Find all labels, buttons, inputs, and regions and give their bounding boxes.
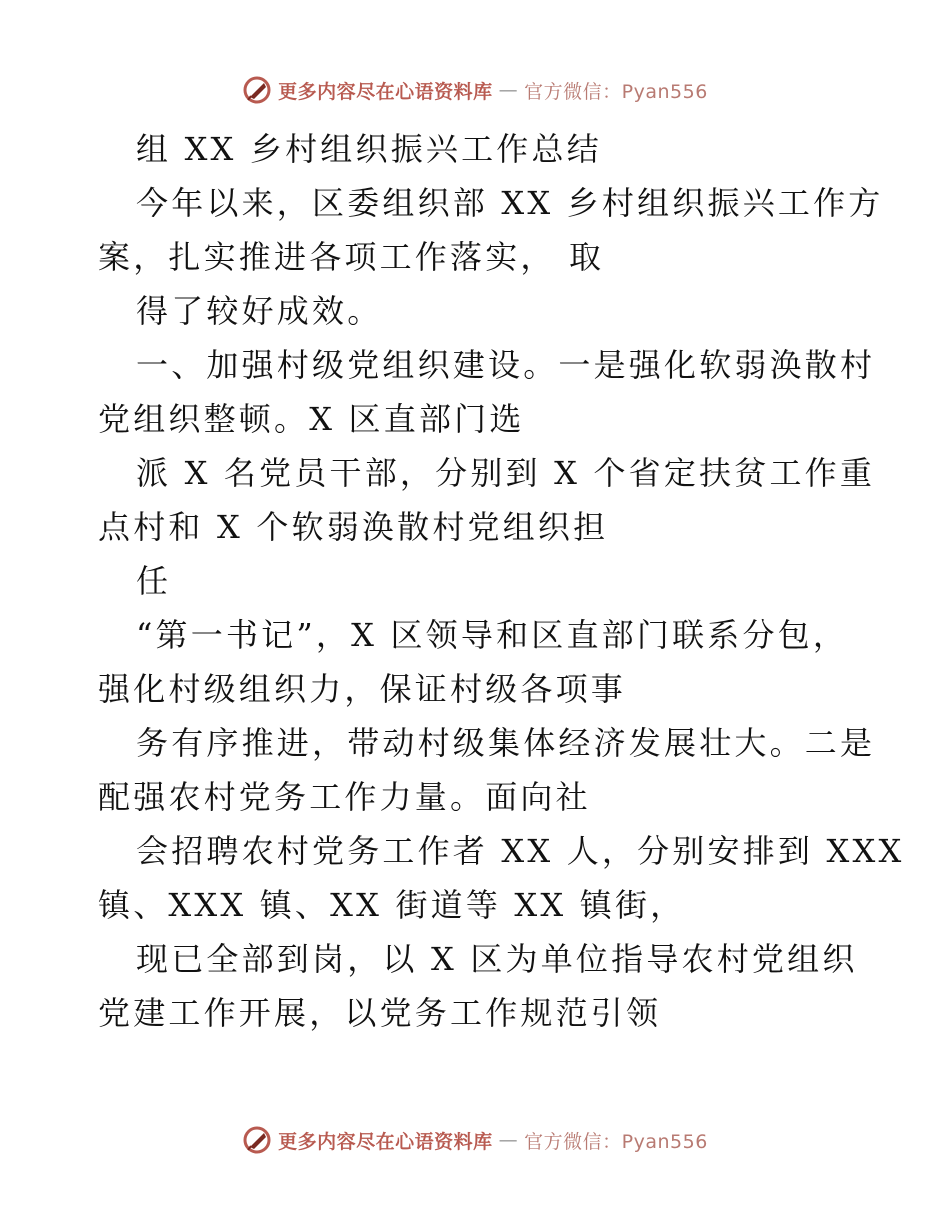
quill-logo-icon <box>242 1125 272 1155</box>
watermark-footer <box>0 1120 950 1160</box>
text-line: 派 X 名党员干部，分别到 X 个省定扶贫工作重 <box>136 454 876 492</box>
watermark-dash: — <box>498 1129 519 1151</box>
text-line: 党组织整顿。X 区直部门选 <box>98 400 525 438</box>
text-line: 得了较好成效。 <box>136 292 383 330</box>
watermark-main-text: 更多内容尽在心语资料库 <box>278 1130 493 1153</box>
watermark-main-text: 更多内容尽在心语资料库 <box>278 80 493 103</box>
text-line: 点村和 X 个软弱涣散村党组织担 <box>98 508 609 546</box>
text-line: 强化村级组织力，保证村级各项事 <box>98 670 627 708</box>
text-line: “第一书记”，X 区领导和区直部门联系分包， <box>136 616 849 654</box>
text-line: 务有序推进，带动村级集体经济发展壮大。二是 <box>136 724 876 762</box>
watermark-header <box>0 70 950 110</box>
quill-logo-icon <box>242 75 272 105</box>
watermark-dash: — <box>498 79 519 101</box>
text-line: 党建工作开展，以党务工作规范引领 <box>98 994 662 1032</box>
text-line: 现已全部到岗，以 X 区为单位指导农村党组织 <box>136 940 858 978</box>
text-line: 配强农村党务工作力量。面向社 <box>98 778 591 816</box>
text-line: 今年以来，区委组织部 XX 乡村组织振兴工作方 <box>136 184 884 222</box>
text-line: 案，扎实推进各项工作落实， 取 <box>98 238 605 276</box>
text-line: 一、加强村级党组织建设。一是强化软弱涣散村 <box>136 346 876 384</box>
watermark-wechat-text: 官方微信：Pyan556 <box>524 1130 708 1153</box>
text-line: 任 <box>136 562 172 600</box>
text-line: 镇、XXX 镇、XX 街道等 XX 镇街， <box>98 886 686 924</box>
text-line: 会招聘农村党务工作者 XX 人，分别安排到 XXX <box>136 832 905 870</box>
watermark-wechat-text: 官方微信：Pyan556 <box>524 80 708 103</box>
text-line: 组 XX 乡村组织振兴工作总结 <box>136 130 602 168</box>
document-body <box>98 122 905 1040</box>
